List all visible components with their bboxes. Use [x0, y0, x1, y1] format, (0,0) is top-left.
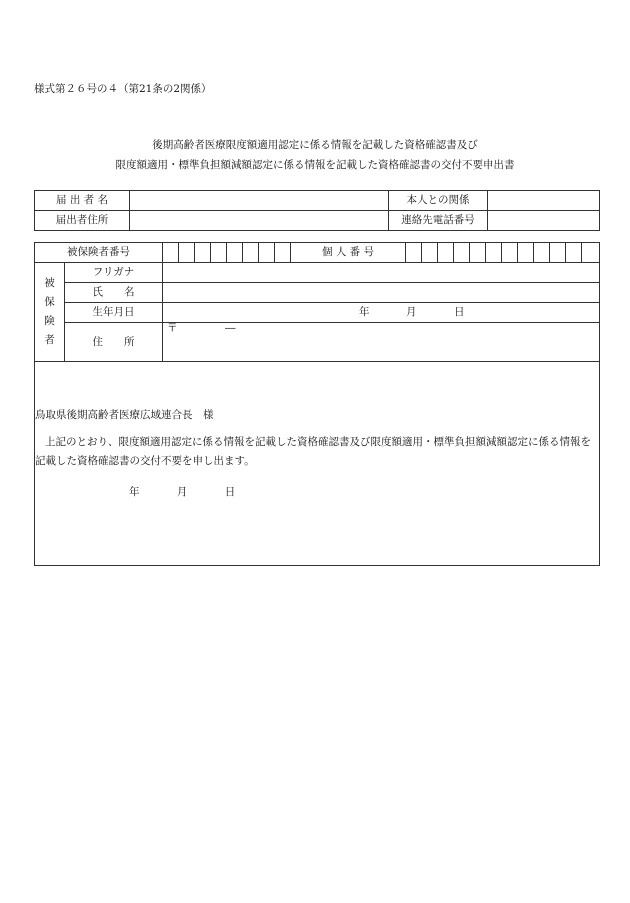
furigana-field[interactable] [163, 263, 600, 283]
side-char: 被 [44, 277, 55, 289]
declaration-date [129, 484, 235, 499]
insured-name-label: 氏 名 [65, 283, 163, 303]
postal-mark: 〒 [167, 322, 178, 334]
insured-address-field[interactable] [163, 323, 600, 362]
insured-side-label [35, 263, 65, 362]
form-number: 様式第２６号の４（第21条の2関係） [34, 83, 212, 95]
insured-person-table [34, 242, 600, 362]
name-row [35, 283, 600, 303]
insured-number-digit[interactable] [243, 243, 259, 263]
personal-number-label: 個 人 番 号 [291, 243, 406, 263]
birth-year-label: 年 [359, 306, 370, 318]
address-row [35, 323, 600, 362]
insured-number-digit[interactable] [211, 243, 227, 263]
personal-number-digit[interactable] [582, 243, 600, 263]
insured-name-field[interactable] [163, 283, 600, 303]
insured-number-digit[interactable] [227, 243, 243, 263]
phone-field[interactable] [488, 211, 600, 231]
insured-number-digit[interactable] [259, 243, 275, 263]
personal-number-digit[interactable] [422, 243, 438, 263]
personal-number-digit[interactable] [406, 243, 422, 263]
furigana-row [35, 263, 600, 283]
postal-dash: ― [225, 322, 236, 334]
insured-number-digit[interactable] [195, 243, 211, 263]
birthdate-label: 生年月日 [65, 303, 163, 323]
insured-address-label: 住 所 [65, 323, 163, 362]
insured-number-label: 被保険者番号 [35, 243, 163, 263]
relation-label: 本人との関係 [389, 191, 488, 211]
birthdate-row [35, 303, 600, 323]
personal-number-digit[interactable] [470, 243, 486, 263]
applicant-address-label: 届出者住所 [35, 211, 130, 231]
document-title-line-1: 後期高齢者医療限度額適用認定に係る情報を記載した資格確認書及び [152, 139, 478, 151]
birth-month-label: 月 [406, 306, 417, 318]
applicant-address-row [35, 211, 600, 231]
declaration-month-label: 月 [176, 486, 188, 498]
personal-number-digit[interactable] [438, 243, 454, 263]
phone-label: 連絡先電話番号 [389, 211, 488, 231]
addressee: 鳥取県後期高齢者医療広域連合長 様 [35, 409, 214, 421]
personal-number-digit[interactable] [550, 243, 566, 263]
birthdate-field[interactable] [163, 303, 600, 323]
side-char: 険 [44, 315, 55, 327]
declaration-text: 上記のとおり、限度額適用認定に係る情報を記載した資格確認書及び限度額適用・標準負担額減額認定に係る情報を記載した資格確認書の交付不要を申し出ます。 [35, 436, 591, 467]
applicant-name-label: 届 出 者 名 [35, 191, 130, 211]
personal-number-digit[interactable] [454, 243, 470, 263]
personal-number-digit[interactable] [518, 243, 534, 263]
insured-number-digit[interactable] [179, 243, 195, 263]
personal-number-digit[interactable] [534, 243, 550, 263]
declaration-box [34, 359, 600, 566]
side-char: 者 [44, 334, 55, 346]
document-title-line-2: 限度額適用・標準負担額減額認定に係る情報を記載した資格確認書の交付不要申出書 [115, 159, 515, 171]
declaration-day-label: 日 [224, 486, 236, 498]
personal-number-digit[interactable] [566, 243, 582, 263]
applicant-name-field[interactable] [130, 191, 389, 211]
applicant-table [34, 190, 600, 231]
applicant-name-row [35, 191, 600, 211]
relation-field[interactable] [488, 191, 600, 211]
applicant-address-field[interactable] [130, 211, 389, 231]
side-char: 保 [44, 296, 55, 308]
insured-number-row [35, 243, 600, 263]
declaration-year-label: 年 [129, 486, 140, 498]
insured-number-digit[interactable] [163, 243, 179, 263]
personal-number-digit[interactable] [486, 243, 502, 263]
insured-number-digit[interactable] [275, 243, 291, 263]
birth-day-label: 日 [454, 306, 465, 318]
personal-number-digit[interactable] [502, 243, 518, 263]
furigana-label: フリガナ [65, 263, 163, 283]
